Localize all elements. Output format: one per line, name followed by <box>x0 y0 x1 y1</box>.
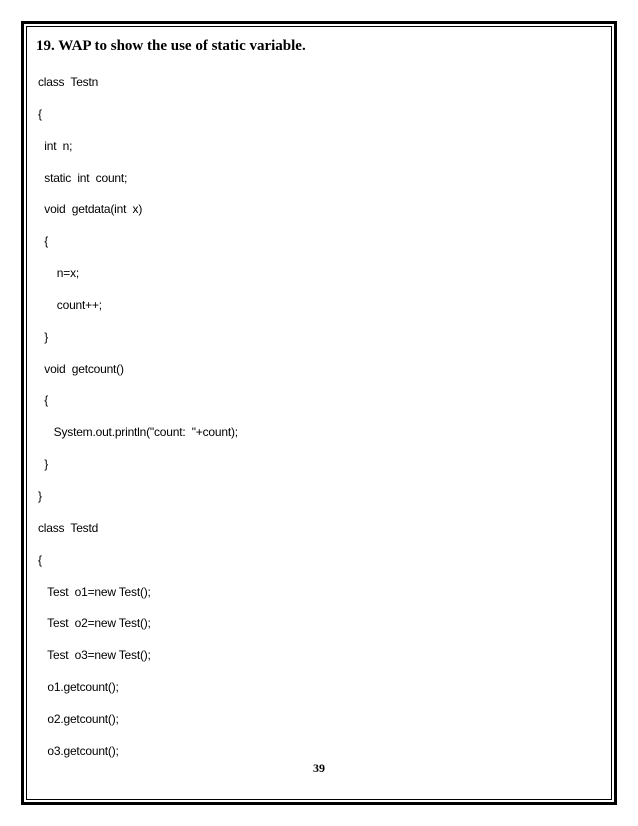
code-line: Test o3=new Test(); <box>38 648 151 663</box>
code-line: Test o1=new Test(); <box>38 584 151 599</box>
code-line: } <box>38 329 49 344</box>
code-line: class Testd <box>38 520 99 535</box>
code-line: System.out.println("count: "+count); <box>38 425 238 440</box>
code-line: Test o2=new Test(); <box>38 616 151 631</box>
code-line: class Testn <box>38 75 99 89</box>
code-line: { <box>38 234 49 249</box>
code-line: } <box>38 457 49 472</box>
code-line: o2.getcount(); <box>38 711 119 726</box>
code-line: { <box>38 552 42 567</box>
program-heading: 19. WAP to show the use of static variable. <box>36 38 306 54</box>
code-line: { <box>38 106 42 121</box>
code-line: { <box>38 393 49 408</box>
code-line: count++; <box>38 297 102 312</box>
page-number: 39 <box>313 761 325 775</box>
code-line: o3.getcount(); <box>38 743 119 758</box>
code-line: n=x; <box>38 266 80 281</box>
code-line: static int count; <box>38 170 128 185</box>
code-line: } <box>38 488 42 503</box>
code-line: void getdata(int x) <box>38 202 143 217</box>
code-listing <box>38 74 598 775</box>
code-line: int n; <box>38 138 73 153</box>
code-line: o1.getcount(); <box>38 680 119 695</box>
code-line: void getcount() <box>38 361 124 376</box>
